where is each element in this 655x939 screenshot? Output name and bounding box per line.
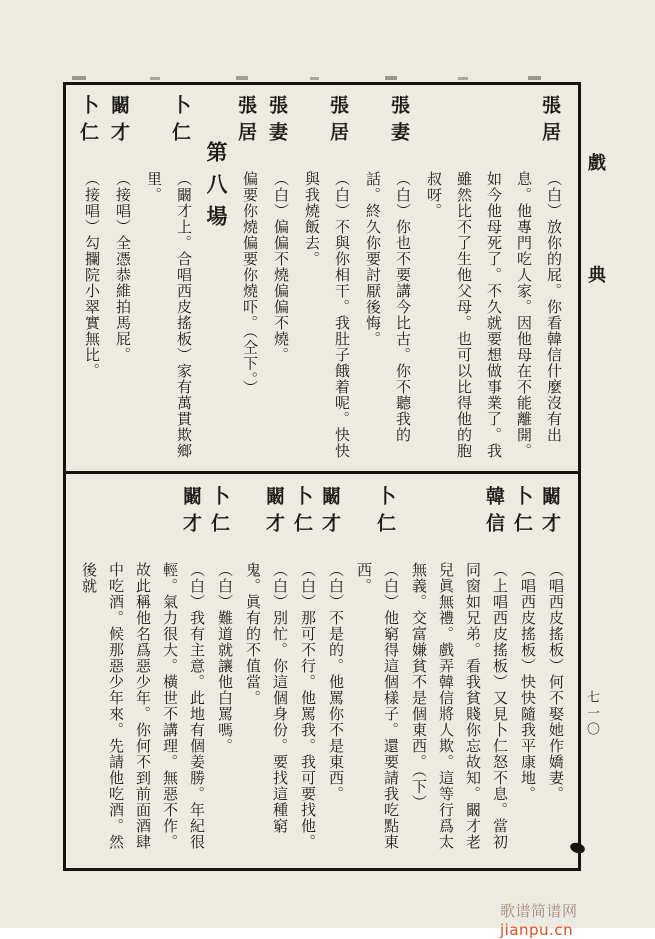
speaker-name: 卜仁 xyxy=(208,486,229,540)
dialogue-text: （白）不與你相干。我肚子餓着呢。快快與我燒飯去。 xyxy=(303,171,349,459)
dialogue-entry xyxy=(539,486,568,854)
dialogue-text: （白）我有主意。此地有個姜勝。年紀很輕。氣力很大。橫世不講理。無惡不作。故此稱他名爲惡少年。你何不到前面酒肆中吃酒。候那惡少年來。先請他吃酒。然後就 xyxy=(80,562,204,850)
speaker-name: 卜仁 xyxy=(374,486,395,540)
speaker-name: 張妻 xyxy=(266,95,287,149)
dialogue-text: （白）別忙。你這個身份。要找這種窮鬼。眞有的不值當。 xyxy=(244,562,287,834)
scan-artifact xyxy=(528,76,541,80)
speaker-name: 韓信 xyxy=(483,486,504,540)
speaker-name: 張妻 xyxy=(388,95,409,149)
watermark-site-url: jianpu.cn xyxy=(500,921,574,939)
dialogue-text: （接唱）勾攔院小翠實無比。 xyxy=(83,171,99,379)
dialogue-entry xyxy=(418,95,568,463)
speaker-name: 卜仁 xyxy=(169,95,190,149)
book-title-char: 戲 xyxy=(588,153,606,173)
dialogue-entry xyxy=(265,95,295,463)
speaker-name: 卜仁 xyxy=(291,486,312,540)
dialogue-text: （接唱）全憑恭維拍馬屁。 xyxy=(114,171,130,363)
speaker-name: 闞才 xyxy=(539,486,560,540)
watermark xyxy=(500,900,655,939)
scan-artifact xyxy=(385,76,397,80)
speaker-name: 卜仁 xyxy=(77,95,98,149)
dialogue-entry xyxy=(296,95,356,463)
scan-artifact xyxy=(310,77,319,80)
dialogue-text: （白）偏偏不燒偏偏不燒。 xyxy=(272,171,288,363)
speaker-name: 張居 xyxy=(327,95,348,149)
scan-artifact xyxy=(458,77,468,80)
speaker-name: 張居 xyxy=(235,95,256,149)
dialogue-text: （白）難道就讓他白罵嗎。 xyxy=(216,562,232,754)
dialogue-entry xyxy=(511,486,540,854)
dialogue-text: （白）放你的屁。你看韓信什麼沒有出息。他專門吃人家。因他母在不能離開。如今他母死了。不久就要想做事業了。我雖然比不了生他父母。也可以比得他的胞叔呀。 xyxy=(425,171,561,459)
dialogue-entry xyxy=(76,95,106,463)
watermark-site-name: 歌谱简谱网 xyxy=(500,902,578,920)
dialogue-entry xyxy=(208,486,237,854)
speaker-name: 闞才 xyxy=(263,486,284,540)
dialogue-text: （唱西皮搖板）快快隨我平康地。 xyxy=(519,562,535,802)
dialogue-text: （上唱西皮搖板）又見卜仁怒不息。當初同窗如兄弟。看我貧賤你忘故知。闞才老兒眞無禮。戲弄韓信將人欺。這等行爲太無義。交富嫌貧不是個東西。（下） xyxy=(410,562,507,850)
dialogue-entry xyxy=(349,486,403,854)
dialogue-entry xyxy=(107,95,137,463)
dialogue-entry xyxy=(238,486,292,854)
scan-artifact xyxy=(150,77,160,80)
book-title-margin xyxy=(588,149,606,287)
dialogue-text: （白）你也不要講今比古。你不聽我的話。終久你要討厭後悔。 xyxy=(364,171,410,443)
dialogue-text: （白）那可不行。他罵我。我可要找他。 xyxy=(299,562,315,850)
book-title-char: 典 xyxy=(588,265,606,285)
text-frame-border xyxy=(63,82,581,871)
dialogue-text: 偏要你燒偏要你燒吓。（仝下。） xyxy=(241,171,257,396)
scene-heading-entry xyxy=(199,141,233,237)
speaker-name: 卜仁 xyxy=(511,486,532,540)
dialogue-entry xyxy=(234,95,264,463)
dialogue-entry xyxy=(291,486,320,854)
bottom-register xyxy=(72,474,568,866)
speaker-name: 張居 xyxy=(539,95,560,149)
dialogue-text: （白）他窮得這個樣子。還要請我吃點東西。 xyxy=(355,562,398,850)
page-number: 七一〇 xyxy=(585,690,600,738)
dialogue-entry xyxy=(74,486,209,854)
speaker-name: 闞才 xyxy=(108,95,129,149)
dialogue-entry xyxy=(357,95,417,463)
dialogue-entry xyxy=(404,486,512,854)
dialogue-entry xyxy=(319,486,348,854)
scene-heading: 第八場 xyxy=(204,141,228,237)
speaker-name: 闞才 xyxy=(319,486,340,540)
scan-artifact xyxy=(236,76,248,80)
speaker-name: 闞才 xyxy=(180,486,201,540)
scan-artifact xyxy=(72,76,86,80)
dialogue-text: （白）不是的。他罵你不是東西。 xyxy=(327,562,343,802)
dialogue-text: （闞才上。合唱西皮搖板）家有萬貫欺鄉里。 xyxy=(145,171,191,459)
dialogue-entry xyxy=(138,95,198,463)
top-register xyxy=(72,85,568,473)
dialogue-text: （唱西皮搖板）何不娶她作嬌妻。 xyxy=(547,562,563,802)
